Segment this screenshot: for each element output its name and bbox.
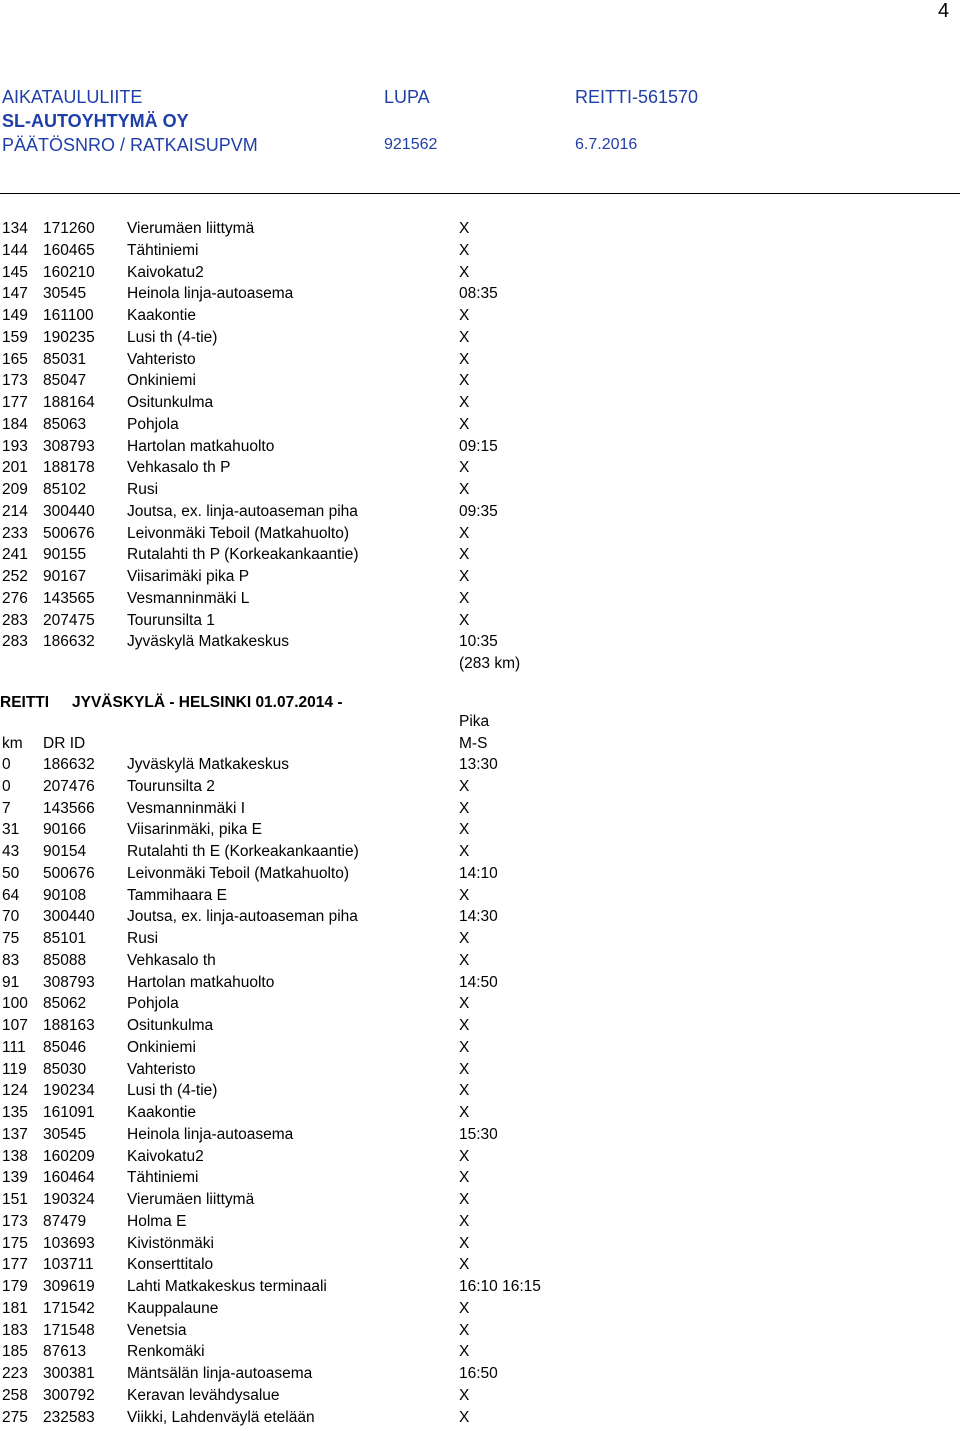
stop-id: 186632 — [43, 633, 95, 651]
stop-time: X — [459, 481, 470, 498]
stop-name: Leivonmäki Teboil (Matkahuolto) — [127, 524, 349, 542]
stop-km: 111 — [2, 1038, 26, 1056]
stop-time: X — [459, 524, 470, 542]
stop-name: Leivonmäki Teboil (Matkahuolto) — [127, 864, 349, 882]
stop-id: 207475 — [43, 611, 95, 629]
stop-name: Konserttitalo — [127, 1256, 214, 1274]
stop-id: 143565 — [43, 589, 95, 607]
stop-name: Holma E — [127, 1212, 187, 1230]
stop-km: 241 — [2, 546, 28, 564]
stop-name: Vierumäen liittymä — [127, 1191, 255, 1208]
stop-time: 14:50 — [459, 973, 498, 991]
stop-km: 70 — [2, 908, 20, 926]
stop-km: 50 — [2, 864, 20, 882]
stop-time: X — [459, 995, 470, 1013]
stop-name: Vesmanninmäki L — [127, 589, 250, 607]
stop-id: 103693 — [43, 1234, 95, 1252]
stop-id: 85088 — [43, 951, 87, 969]
stop-km: 134 — [2, 220, 28, 237]
stop-km: 183 — [2, 1321, 28, 1339]
stop-id: 188163 — [43, 1017, 95, 1034]
stop-km: 0 — [2, 756, 11, 773]
stop-time: X — [459, 1017, 470, 1034]
stop-name: Viisarimäki pika P — [127, 568, 250, 585]
stop-time: X — [459, 1038, 470, 1056]
stop-time: X — [459, 241, 470, 259]
stop-name: Kaakontie — [127, 307, 196, 324]
stop-id: 85047 — [43, 372, 87, 390]
stop-id: 161091 — [43, 1104, 95, 1121]
stop-name: Vahteristo — [127, 1060, 196, 1078]
stop-time: 10:35 — [459, 633, 498, 651]
stop-id: 143566 — [43, 799, 95, 817]
stop-km: 173 — [2, 1212, 28, 1230]
route2-label: REITTI — [0, 694, 50, 711]
stop-km: 275 — [2, 1408, 28, 1426]
stop-name: Mäntsälän linja-autoasema — [127, 1365, 313, 1382]
stop-km: 175 — [2, 1234, 28, 1252]
stop-id: 500676 — [43, 524, 95, 542]
stop-time: X — [459, 1299, 470, 1317]
stop-km: 223 — [2, 1365, 28, 1382]
stop-time: X — [459, 1256, 470, 1274]
stop-name: Lusi th (4-tie) — [127, 328, 218, 346]
stop-km: 107 — [2, 1017, 28, 1034]
doc-type: AIKATAULULIITE — [2, 87, 143, 107]
stop-km: 138 — [2, 1147, 28, 1165]
stop-id: 160209 — [43, 1147, 95, 1165]
stop-name: Onkiniemi — [127, 1038, 196, 1056]
stop-id: 85102 — [43, 481, 87, 498]
stop-id: 300381 — [43, 1365, 95, 1382]
stop-time: X — [459, 1212, 470, 1230]
stop-km: 276 — [2, 589, 28, 607]
stop-km: 124 — [2, 1082, 28, 1100]
stop-time: 16:50 — [459, 1365, 498, 1382]
stop-time: 14:10 — [459, 864, 498, 882]
stop-id: 188178 — [43, 459, 95, 477]
stop-time: X — [459, 777, 470, 795]
stop-time: X — [459, 220, 470, 237]
stop-id: 160465 — [43, 241, 95, 259]
stop-id: 207476 — [43, 777, 95, 795]
stop-name: Rusi — [127, 481, 159, 498]
stop-name: Jyväskylä Matkakeskus — [127, 633, 289, 651]
stop-id: 300440 — [43, 908, 95, 926]
stop-name: Tourunsilta 1 — [127, 611, 215, 629]
stop-km: 177 — [2, 1256, 28, 1274]
stop-time: X — [459, 589, 470, 607]
stop-km: 283 — [2, 611, 28, 629]
stop-id: 103711 — [43, 1256, 94, 1274]
stop-time: X — [459, 263, 470, 281]
stop-id: 85062 — [43, 995, 87, 1013]
stop-id: 87479 — [43, 1212, 87, 1230]
stop-km: 91 — [2, 973, 20, 991]
stop-km: 258 — [2, 1386, 28, 1404]
stop-time: X — [459, 843, 470, 860]
company-name: SL-AUTOYHTYMÄ OY — [2, 111, 189, 131]
stop-km: 149 — [2, 307, 28, 324]
stop-km: 283 — [2, 633, 28, 651]
stop-name: Kaivokatu2 — [127, 1147, 204, 1165]
stop-km: 119 — [2, 1060, 27, 1078]
stop-id: 161100 — [43, 307, 94, 324]
stop-id: 308793 — [43, 437, 95, 455]
stop-time: X — [459, 1147, 470, 1165]
stop-name: Kaivokatu2 — [127, 263, 204, 281]
stop-id: 85031 — [43, 350, 87, 368]
header-divider — [0, 193, 960, 194]
stop-km: 64 — [2, 886, 20, 904]
stop-time: X — [459, 886, 470, 904]
stop-name: Joutsa, ex. linja-autoaseman piha — [127, 502, 358, 520]
stop-time: X — [459, 1386, 470, 1404]
stop-name: Vahteristo — [127, 350, 196, 368]
stop-name: Heinola linja-autoasema — [127, 285, 294, 303]
stop-id: 90167 — [43, 568, 87, 585]
stop-km: 83 — [2, 951, 20, 969]
stop-name: Viikki, Lahdenväylä etelään — [127, 1408, 315, 1426]
stop-time: X — [459, 459, 470, 477]
stop-name: Ositunkulma — [127, 394, 214, 411]
stop-name: Tähtiniemi — [127, 241, 199, 259]
stop-name: Tourunsilta 2 — [127, 777, 215, 795]
stop-id: 30545 — [43, 1125, 87, 1143]
stop-name: Hartolan matkahuolto — [127, 437, 275, 455]
stop-id: 85030 — [43, 1060, 87, 1078]
stop-name: Kivistönmäki — [127, 1234, 214, 1252]
stop-time: X — [459, 394, 470, 411]
stop-time: X — [459, 546, 470, 564]
stop-name: Vierumäen liittymä — [127, 220, 255, 237]
stop-km: 31 — [2, 821, 20, 839]
stop-time: 13:30 — [459, 756, 498, 773]
stop-time: X — [459, 1408, 470, 1426]
stop-time: X — [459, 372, 470, 390]
stop-id: 309619 — [43, 1278, 95, 1295]
stop-id: 85046 — [43, 1038, 87, 1056]
stop-km: 179 — [2, 1278, 28, 1295]
stop-time: X — [459, 611, 470, 629]
stop-time: X — [459, 1104, 470, 1121]
license-label: LUPA — [384, 87, 430, 107]
stop-name: Lahti Matkakeskus terminaali — [127, 1278, 327, 1295]
stop-name: Lusi th (4-tie) — [127, 1082, 218, 1100]
stop-name: Viisarinmäki, pika E — [127, 821, 262, 839]
stop-km: 233 — [2, 524, 28, 542]
stop-name: Heinola linja-autoasema — [127, 1125, 294, 1143]
stop-id: 190235 — [43, 328, 95, 346]
stop-time: 16:10 16:15 — [459, 1278, 541, 1295]
stop-name: Vehkasalo th P — [127, 459, 231, 477]
stop-km: 209 — [2, 481, 28, 498]
stop-id: 308793 — [43, 973, 95, 991]
col-header-id: DR ID — [43, 735, 86, 752]
stop-km: 181 — [2, 1299, 28, 1317]
stop-km: 135 — [2, 1104, 28, 1121]
stop-time: X — [459, 415, 470, 433]
stop-id: 90155 — [43, 546, 87, 564]
stop-id: 188164 — [43, 394, 95, 411]
stop-km: 185 — [2, 1343, 28, 1361]
stop-time: X — [459, 930, 470, 947]
stop-km: 184 — [2, 415, 28, 433]
decision-number: 921562 — [384, 136, 438, 153]
stop-name: Rutalahti th P (Korkeakankaantie) — [127, 546, 359, 564]
stop-km: 100 — [2, 995, 28, 1013]
stop-km: 75 — [2, 930, 20, 947]
stop-id: 232583 — [43, 1408, 95, 1426]
stop-id: 90154 — [43, 843, 87, 860]
stop-km: 145 — [2, 263, 28, 281]
stop-name: Rutalahti th E (Korkeakankaantie) — [127, 843, 359, 860]
stop-time: 09:15 — [459, 437, 498, 455]
stop-time: X — [459, 1343, 470, 1361]
stop-time: 08:35 — [459, 285, 498, 303]
stop-km: 165 — [2, 350, 28, 368]
stop-time: X — [459, 1082, 470, 1100]
stop-time: X — [459, 821, 470, 839]
stop-id: 87613 — [43, 1343, 87, 1361]
stop-time: X — [459, 1234, 470, 1252]
stop-time: X — [459, 1060, 470, 1078]
stop-time: 14:30 — [459, 908, 498, 926]
stop-name: Ositunkulma — [127, 1017, 214, 1034]
stop-km: 139 — [2, 1169, 28, 1187]
stop-id: 186632 — [43, 756, 95, 773]
stop-time: X — [459, 350, 470, 368]
stop-id: 85063 — [43, 415, 87, 433]
stop-km: 159 — [2, 328, 28, 346]
stop-km: 137 — [2, 1125, 28, 1143]
col-header-days: M-S — [459, 735, 488, 752]
stop-name: Venetsia — [127, 1321, 187, 1339]
stop-id: 90166 — [43, 821, 87, 839]
stop-id: 171542 — [43, 1299, 95, 1317]
stop-id: 190234 — [43, 1082, 95, 1100]
stop-id: 90108 — [43, 886, 87, 904]
stop-name: Rusi — [127, 930, 159, 947]
stop-name: Vehkasalo th — [127, 951, 216, 969]
stop-name: Jyväskylä Matkakeskus — [127, 756, 289, 773]
stop-time: X — [459, 568, 470, 585]
stop-time: X — [459, 951, 470, 969]
stop-id: 500676 — [43, 864, 95, 882]
col-header-km: km — [2, 735, 23, 752]
stop-id: 85101 — [43, 930, 87, 947]
stop-name: Tähtiniemi — [127, 1169, 199, 1187]
route-id: REITTI-561570 — [575, 87, 699, 107]
stop-name: Hartolan matkahuolto — [127, 973, 275, 991]
stop-name: Kaakontie — [127, 1104, 196, 1121]
stop-id: 171548 — [43, 1321, 95, 1339]
stop-km: 0 — [2, 777, 11, 795]
stop-km: 214 — [2, 502, 28, 520]
stop-time: X — [459, 307, 470, 324]
decision-date: 6.7.2016 — [575, 136, 638, 153]
stop-name: Joutsa, ex. linja-autoaseman piha — [127, 908, 358, 926]
stop-time: X — [459, 1169, 470, 1187]
stop-name: Tammihaara E — [127, 886, 227, 904]
stop-time: 15:30 — [459, 1125, 498, 1143]
stop-km: 193 — [2, 437, 28, 455]
stop-name: Keravan levähdysalue — [127, 1386, 280, 1404]
stop-name: Onkiniemi — [127, 372, 196, 390]
stop-time: X — [459, 799, 470, 817]
stop-km: 7 — [2, 799, 11, 817]
stop-time: X — [459, 1321, 470, 1339]
stop-time: X — [459, 1191, 470, 1208]
decision-label: PÄÄTÖSNRO / RATKAISUPVM — [2, 135, 258, 155]
stop-id: 300792 — [43, 1386, 95, 1404]
route1-total-distance: (283 km) — [459, 655, 521, 672]
stop-km: 252 — [2, 568, 28, 585]
route2-name: JYVÄSKYLÄ - HELSINKI 01.07.2014 - — [72, 694, 343, 711]
stop-name: Kauppalaune — [127, 1299, 219, 1317]
stop-time: X — [459, 328, 470, 346]
stop-id: 171260 — [43, 220, 95, 237]
stop-id: 30545 — [43, 285, 87, 303]
stop-km: 173 — [2, 372, 28, 390]
stop-km: 144 — [2, 241, 28, 259]
stop-name: Renkomäki — [127, 1343, 205, 1361]
stop-km: 43 — [2, 843, 20, 860]
stop-id: 190324 — [43, 1191, 95, 1208]
stop-id: 300440 — [43, 502, 95, 520]
stop-time: 09:35 — [459, 502, 498, 520]
stop-km: 201 — [2, 459, 28, 477]
stop-name: Vesmanninmäki I — [127, 799, 246, 817]
col-header-type: Pika — [459, 713, 490, 730]
stop-name: Pohjola — [127, 415, 179, 433]
stop-km: 147 — [2, 285, 28, 303]
stop-km: 177 — [2, 394, 28, 411]
stop-id: 160210 — [43, 263, 95, 281]
stop-km: 151 — [2, 1191, 28, 1208]
stop-name: Pohjola — [127, 995, 179, 1013]
page-number: 4 — [938, 0, 950, 22]
stop-id: 160464 — [43, 1169, 95, 1187]
